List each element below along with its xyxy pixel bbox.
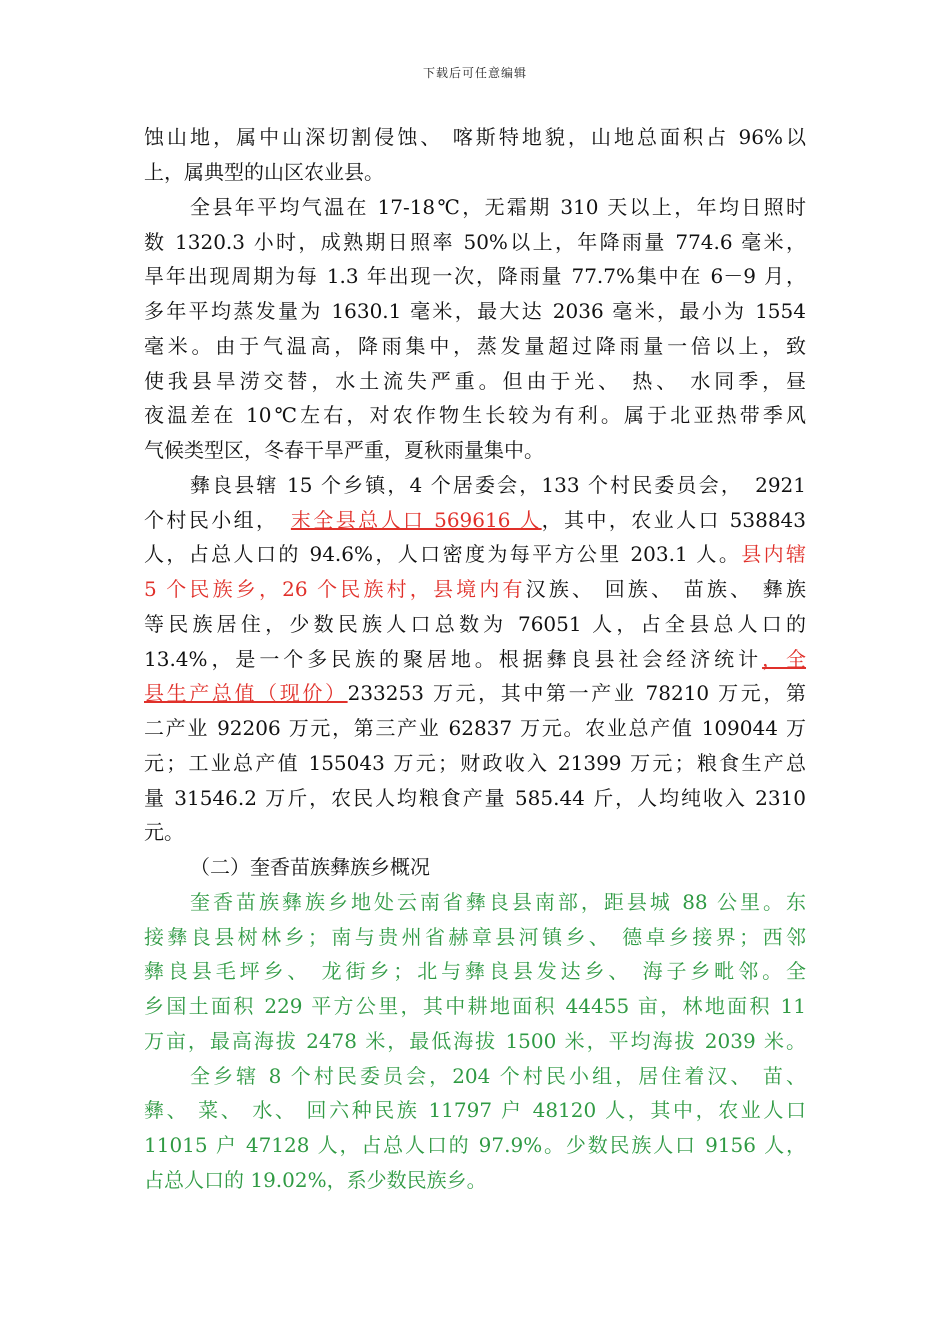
text-line: 彝良县毛坪乡、 龙街乡；北与彝良县发达乡、 海子乡毗邻。全 [144, 959, 806, 983]
text-segment: 汉族、 回族、 苗族、 彝族 [525, 577, 806, 601]
text-line: 元；工业总产值 155043 万元；财政收入 21399 万元；粮食生产总 [144, 751, 806, 775]
text-line [144, 576, 806, 602]
text-line: 万亩，最高海拔 2478 米，最低海拔 1500 米，平均海拔 2039 米。 [144, 1029, 806, 1053]
highlight-text: 5 个民族乡，26 个民族村，县境内有 [144, 577, 526, 601]
text-line: 旱年出现周期为每 1.3 年出现一次，降雨量 77.7%集中在 6－9 月， [144, 264, 806, 288]
text-line: 量 31546.2 万斤，农民人均粮食产量 585.44 斤，人均纯收入 2310 [144, 786, 806, 810]
text-line [144, 680, 806, 706]
text-segment: 个村民小组， [144, 508, 291, 532]
highlight-text: 县内辖 [741, 542, 806, 566]
highlight-text: ，全 [762, 647, 807, 671]
text-line: 元。 [144, 820, 184, 844]
text-line: 上，属典型的山区农业县。 [144, 160, 384, 184]
page-header: 下载后可任意编辑 [422, 66, 527, 80]
highlight-text: 县生产总值（现价） [144, 681, 348, 705]
text-line [144, 646, 806, 672]
text-line: 蚀山地，属中山深切割侵蚀、 喀斯特地貌，山地总面积占 96%以 [144, 125, 806, 149]
text-line: 接彝良县树林乡；南与贵州省赫章县河镇乡、 德卓乡接界；西邻 [144, 925, 806, 949]
text-line: 气候类型区，冬春干旱严重，夏秋雨量集中。 [144, 438, 544, 462]
text-line: 全乡辖 8 个村民委员会，204 个村民小组，居住着汉、 苗、 [190, 1064, 806, 1088]
text-line [144, 541, 806, 567]
section-heading: （二）奎香苗族彝族乡概况 [190, 855, 430, 879]
text-segment: ，其中，农业人口 538843 [541, 508, 807, 532]
text-line: 乡国土面积 229 平方公里，其中耕地面积 44455 亩，林地面积 11 [144, 994, 806, 1018]
text-line: 彝、 菜、 水、 回六种民族 11797 户 48120 人，其中，农业人口 [144, 1098, 806, 1122]
text-line: 等民族居住，少数民族人口总数为 76051 人，占全县总人口的 [144, 612, 806, 636]
text-line: 彝良县辖 15 个乡镇，4 个居委会，133 个村民委员会， 2921 [190, 473, 806, 497]
text-line: 使我县旱涝交替，水土流失严重。但由于光、 热、 水同季，昼 [144, 369, 806, 393]
text-line: 数 1320.3 小时，成熟期日照率 50%以上，年降雨量 774.6 毫米， [144, 230, 806, 254]
text-line: 多年平均蒸发量为 1630.1 毫米，最大达 2036 毫米，最小为 1554 [144, 299, 806, 323]
text-line [144, 507, 806, 533]
text-segment: 13.4%，是一个多民族的聚居地。根据彝良县社会经济统计 [144, 647, 763, 671]
text-segment: 人，占总人口的 94.6%，人口密度为每平方公里 203.1 人。 [144, 542, 742, 566]
highlight-text: 末全县总人口 569616 人 [290, 508, 542, 532]
text-line: 全县年平均气温在 17-18℃，无霜期 310 天以上，年均日照时 [190, 195, 806, 219]
text-segment: 233253 万元，其中第一产业 78210 万元，第 [347, 681, 806, 705]
text-line: 占总人口的 19.02%，系少数民族乡。 [144, 1168, 487, 1192]
text-line: 奎香苗族彝族乡地处云南省彝良县南部，距县城 88 公里。东 [190, 890, 806, 914]
text-line: 11015 户 47128 人，占总人口的 97.9%。少数民族人口 9156 人， [144, 1133, 806, 1157]
text-line: 二产业 92206 万元，第三产业 62837 万元。农业总产值 109044 万 [144, 716, 806, 740]
text-line: 毫米。由于气温高，降雨集中，蒸发量超过降雨量一倍以上，致 [144, 334, 806, 358]
text-line: 夜温差在 10℃左右，对农作物生长较为有利。属于北亚热带季风 [144, 403, 806, 427]
